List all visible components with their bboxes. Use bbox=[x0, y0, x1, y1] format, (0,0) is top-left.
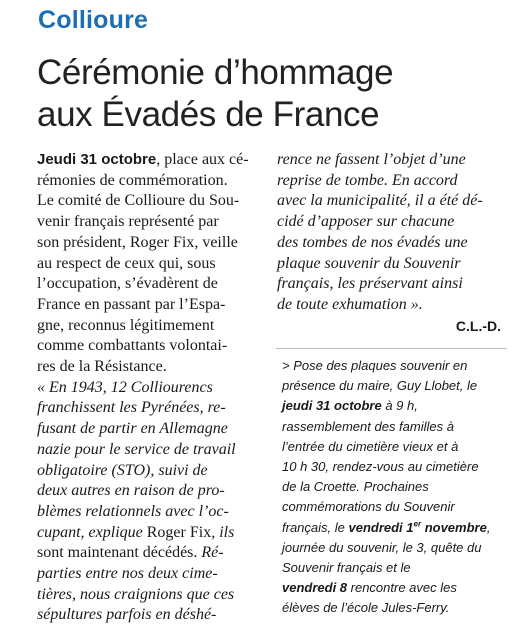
body-line: res de la Résistance. bbox=[37, 358, 167, 376]
quote-line: plaque souvenir du Souvenir bbox=[277, 254, 461, 272]
lead-date: Jeudi 31 octobre bbox=[37, 151, 157, 168]
event-info-box bbox=[282, 356, 512, 619]
event-date: novembre bbox=[421, 519, 487, 535]
info-text: à 9 h, bbox=[381, 398, 418, 414]
info-text: , bbox=[486, 519, 491, 535]
event-date: jeudi 31 octobre bbox=[282, 398, 382, 414]
headline-line: Cérémonie d’hommage bbox=[37, 53, 394, 92]
quote-line: sépultures parfois en déshé- bbox=[37, 606, 217, 624]
info-line: 10 h 30, rendez-vous au cimetière bbox=[282, 459, 479, 475]
info-line bbox=[282, 396, 512, 416]
info-line bbox=[282, 518, 512, 538]
info-text: français, le bbox=[282, 519, 349, 535]
event-date: vendredi 8 bbox=[282, 580, 348, 596]
quote-line: de toute exhumation ». bbox=[277, 295, 423, 313]
quote-line: tières, nous craignions que ces bbox=[37, 585, 235, 603]
info-line: commémorations du Souvenir bbox=[282, 499, 455, 515]
quote-line: blèmes relationnels avec l’oc- bbox=[37, 502, 229, 520]
quote-line bbox=[37, 523, 267, 544]
quote-line: des tombes de nos évadés une bbox=[277, 233, 468, 251]
info-line bbox=[282, 578, 512, 598]
body-line: son président, Roger Fix, veille bbox=[37, 233, 238, 251]
quote-line: deux autres en raison de pro- bbox=[37, 482, 225, 500]
info-line: > Pose des plaques souvenir en bbox=[282, 358, 468, 373]
quote-line: nazie pour le service de travail bbox=[37, 440, 236, 458]
quote-line: français, les préservant ainsi bbox=[277, 275, 463, 293]
section-kicker: Collioure bbox=[38, 6, 149, 34]
article-body-right-column bbox=[277, 150, 507, 316]
event-date: vendredi 1 bbox=[348, 519, 414, 535]
quote-line bbox=[37, 543, 267, 564]
quote-line: cidé d’apposer sur chacune bbox=[277, 213, 455, 231]
body-text: , place aux cé- bbox=[156, 151, 249, 168]
quote-text: cupant, explique bbox=[37, 523, 147, 541]
info-line: présence du maire, Guy Llobet, le bbox=[282, 378, 478, 394]
info-line: journée du souvenir, le 3, quête du bbox=[282, 539, 482, 555]
body-line: France en passant par l’Espa- bbox=[37, 295, 226, 313]
body-line bbox=[37, 150, 267, 171]
body-line: venir français représenté par bbox=[37, 213, 219, 231]
article-headline bbox=[37, 52, 393, 136]
info-box-divider bbox=[276, 348, 507, 349]
quoted-person: Roger Fix bbox=[146, 523, 212, 541]
info-line: de la Croette. Prochaines bbox=[282, 479, 429, 495]
article-body-left-column bbox=[37, 150, 267, 626]
quote-line: avec la municipalité, il a été dé- bbox=[277, 192, 483, 210]
body-line: Le comité de Collioure du Sou- bbox=[37, 192, 240, 210]
info-line: Souvenir français et le bbox=[282, 560, 411, 576]
quote-line: parties entre nos deux cime- bbox=[37, 565, 218, 583]
body-line: gne, reconnus légitimement bbox=[37, 316, 215, 334]
quote-text: Ré- bbox=[201, 544, 224, 562]
author-signature: C.L.-D. bbox=[455, 318, 501, 334]
info-text: rencontre avec les bbox=[347, 580, 457, 596]
body-line: l’occupation, s’évadèrent de bbox=[37, 275, 218, 293]
quote-line: fusant de partir en Allemagne bbox=[37, 420, 228, 438]
quote-line: reprise de tombe. En accord bbox=[277, 171, 458, 189]
body-line: comme combattants volontai- bbox=[37, 337, 228, 355]
quote-text: sont maintenant décédés. bbox=[37, 544, 202, 562]
quote-line: « En 1943, 12 Colliourencs bbox=[37, 378, 213, 396]
body-line: au respect de ceux qui, sous bbox=[37, 254, 216, 272]
quote-line: obligatoire (STO), suivi de bbox=[37, 461, 208, 479]
info-line: élèves de l’école Jules-Ferry. bbox=[282, 600, 450, 616]
quote-text: , ils bbox=[211, 523, 235, 541]
quote-line: rence ne fassent l’objet d’une bbox=[277, 151, 466, 168]
headline-line: aux Évadés de France bbox=[37, 95, 380, 134]
info-line: rassemblement des familles à bbox=[282, 418, 454, 434]
quote-line: franchissent les Pyrénées, re- bbox=[37, 399, 226, 417]
body-line: rémonies de commémoration. bbox=[37, 171, 228, 189]
ordinal-suffix: er bbox=[413, 519, 422, 529]
info-line: l’entrée du cimetière vieux et à bbox=[282, 438, 459, 454]
